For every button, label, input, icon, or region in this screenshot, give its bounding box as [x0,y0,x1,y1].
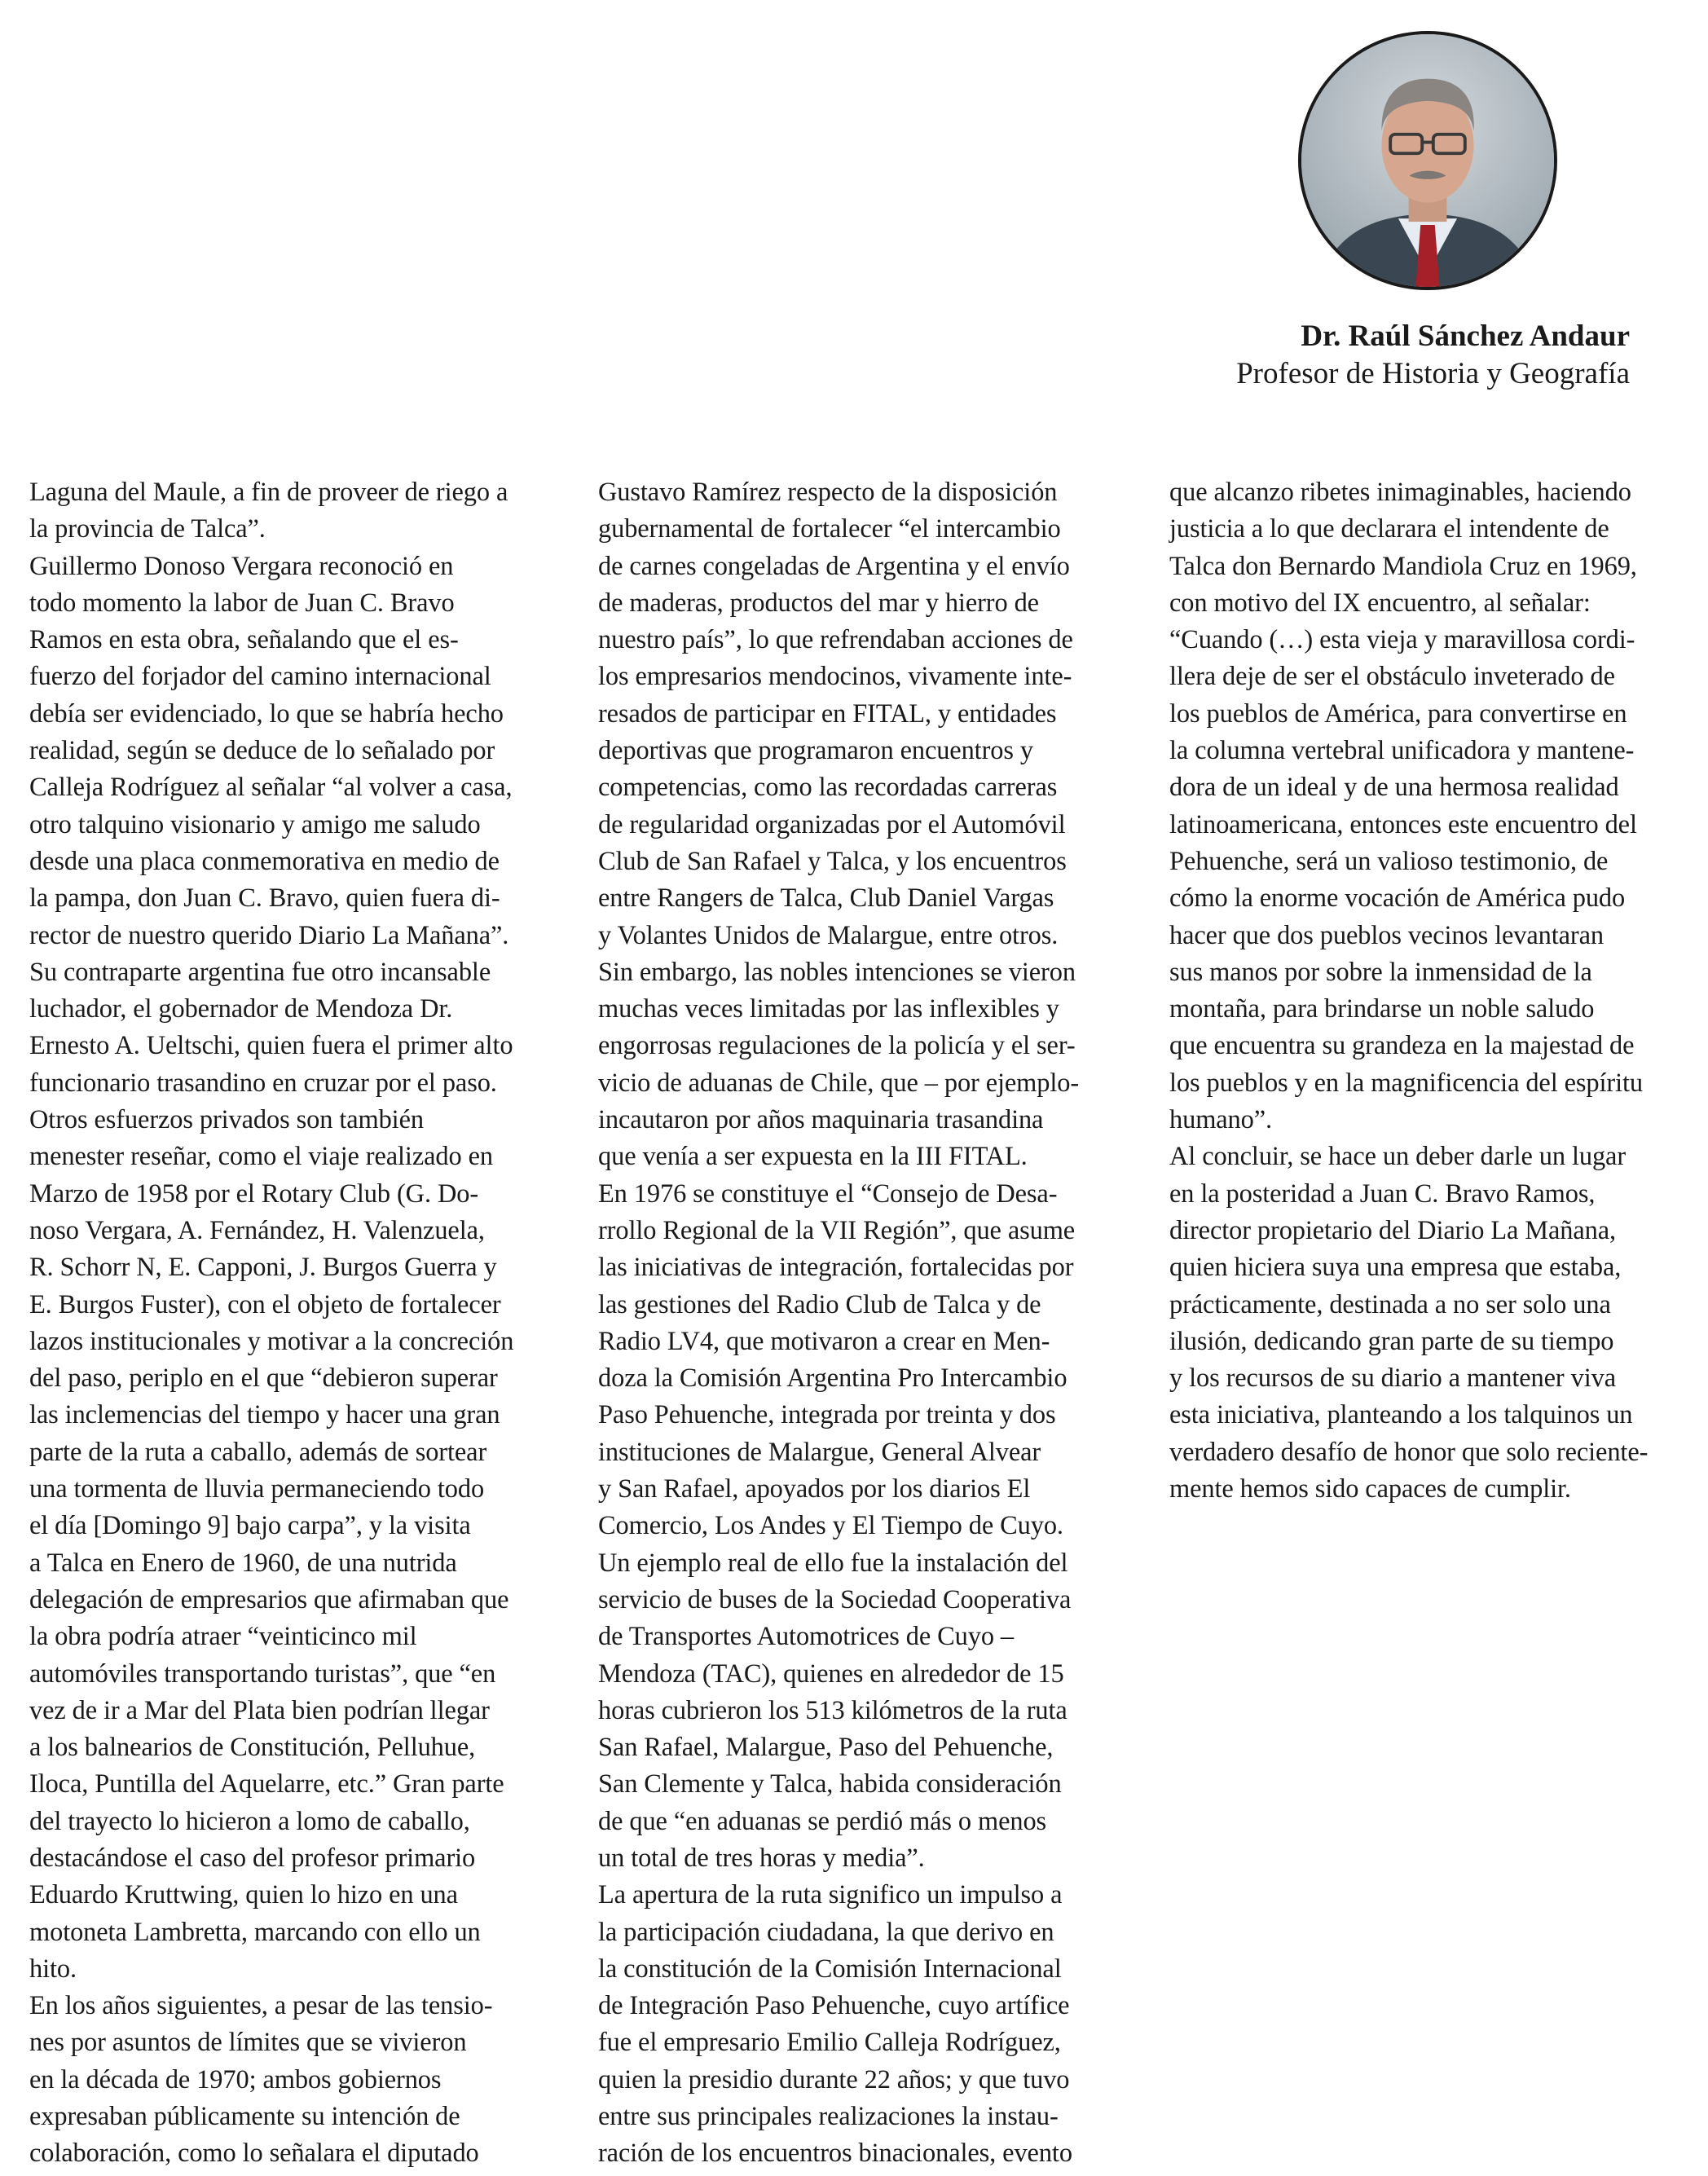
text-line: la provincia de Talca”. [29,514,266,544]
author-block [1236,318,1630,393]
text-line: Iloca, Puntilla del Aquelarre, etc.” Gran parte [29,1769,504,1799]
text-line: Radio LV4, que motivaron a crear en Men- [598,1326,1050,1356]
text-line: Ramos en esta obra, señalando que el es- [29,625,459,655]
text-line: hacer que dos pueblos vecinos levantaran [1169,920,1604,950]
text-line: un total de tres horas y media”. [598,1843,925,1873]
text-line: Guillermo Donoso Vergara reconoció en [29,551,454,581]
text-line: ración de los encuentros binacionales, evento [598,2139,1072,2169]
text-line: doza la Comisión Argentina Pro Intercambio [598,1363,1068,1394]
text-line: las iniciativas de integración, fortalecidas por [598,1253,1074,1283]
text-line: en la posteridad a Juan C. Bravo Ramos, [1169,1178,1596,1209]
text-line: nes por asuntos de límites que se vivieron [29,2028,467,2058]
text-line: y San Rafael, apoyados por los diarios El [598,1474,1031,1504]
text-line: a Talca en Enero de 1960, de una nutrida [29,1548,457,1578]
text-line: quien la presidio durante 22 años; y que tuvo [598,2064,1070,2095]
text-line: dora de un ideal y de una hermosa realidad [1169,773,1619,803]
text-line: esta iniciativa, planteando a los talquinos un [1169,1400,1633,1430]
text-line: funcionario trasandino en cruzar por el paso. [29,1068,497,1098]
text-line: cómo la enorme vocación de América pudo [1169,883,1626,914]
text-line: todo momento la labor de Juan C. Bravo [29,588,455,618]
text-line: entre Rangers de Talca, Club Daniel Vargas [598,883,1054,914]
text-line: noso Vergara, A. Fernández, H. Valenzuela, [29,1215,485,1245]
text-line: hito. [29,1954,77,1984]
text-line: servicio de buses de la Sociedad Cooperativa [598,1584,1072,1614]
text-line: destacándose el caso del profesor primario [29,1843,476,1873]
text-line: llera deje de ser el obstáculo inveterado de [1169,662,1615,692]
text-line: la columna vertebral unificadora y mantene- [1169,736,1635,766]
text-line: sus manos por sobre la inmensidad de la [1169,957,1592,987]
text-line: de carnes congeladas de Argentina y el envío [598,551,1070,581]
text-line: a los balnearios de Constitución, Pelluhue, [29,1733,476,1763]
text-line: rrollo Regional de la VII Región”, que asume [598,1215,1076,1245]
text-line: y los recursos de su diario a mantener viva [1169,1363,1616,1394]
text-line: la constitución de la Comisión Internacional [598,1954,1062,1984]
text-line: parte de la ruta a caballo, además de sortear [29,1437,487,1467]
text-line: San Clemente y Talca, habida consideración [598,1769,1062,1799]
text-line: Talca don Bernardo Mandiola Cruz en 1969, [1169,551,1637,581]
text-line: delegación de empresarios que afirmaban que [29,1584,509,1614]
text-line: instituciones de Malargue, General Alvear [598,1437,1041,1467]
author-title: Profesor de Historia y Geografía [1236,357,1630,390]
text-line: desde una placa conmemorativa en medio de [29,846,500,876]
text-line: La apertura de la ruta significo un impulso a [598,1880,1063,1910]
text-line: Al concluir, se hace un deber darle un lugar [1169,1142,1627,1172]
text-line: En los años siguientes, a pesar de las tensio- [29,1991,493,2021]
text-line: lazos institucionales y motivar a la concreción [29,1326,514,1356]
text-line: con motivo del IX encuentro, al señalar: [1169,588,1591,618]
text-line: que encuentra su grandeza en la majestad de [1169,1031,1635,1061]
text-line: verdadero desafío de honor que solo reciente- [1169,1437,1649,1467]
text-line: Marzo de 1958 por el Rotary Club (G. Do- [29,1178,479,1209]
text-line: de maderas, productos del mar y hierro de [598,588,1039,618]
text-line: realidad, según se deduce de lo señalado por [29,736,495,766]
text-line: Gustavo Ramírez respecto de la disposición [598,478,1058,507]
text-line: Su contraparte argentina fue otro incansable [29,957,491,987]
text-line: prácticamente, destinada a no ser solo una [1169,1289,1611,1319]
text-line: la obra podría atraer “veinticinco mil [29,1622,417,1652]
text-line: los pueblos y en la magnificencia del espíritu [1169,1068,1643,1098]
text-line: de que “en aduanas se perdió más o menos [598,1806,1047,1836]
text-line: E. Burgos Fuster), con el objeto de fortalecer [29,1289,501,1319]
text-line: Otros esfuerzos privados son también [29,1105,424,1135]
text-line: Mendoza (TAC), quienes en alrededor de 15 [598,1658,1064,1689]
text-line: vicio de aduanas de Chile, que – por ejemplo- [598,1068,1080,1098]
text-line: Eduardo Kruttwing, quien lo hizo en una [29,1880,458,1910]
text-line: debía ser evidenciado, lo que se habría hecho [29,698,504,729]
text-line: nuestro país”, lo que refrendaban acciones de [598,625,1073,655]
text-line: las inclemencias del tiempo y hacer una gran [29,1400,500,1430]
portrait-photo-icon [1301,34,1554,287]
text-line: que venía a ser expuesta en la III FITAL. [598,1142,1028,1172]
text-line: del paso, periplo en el que “debieron superar [29,1363,498,1394]
text-line: el día [Domingo 9] bajo carpa”, y la visita [29,1511,471,1541]
text-line: mente hemos sido capaces de cumplir. [1169,1474,1571,1504]
text-line: fuerzo del forjador del camino internacional [29,662,491,692]
text-line: Ernesto A. Ueltschi, quien fuera el primer alto [29,1031,513,1061]
text-line: Calleja Rodríguez al señalar “al volver a casa, [29,773,513,803]
text-line: R. Schorr N, E. Capponi, J. Burgos Guerra y [29,1253,497,1283]
text-line: fue el empresario Emilio Calleja Rodríguez, [598,2028,1061,2058]
text-line: rector de nuestro querido Diario La Mañana”. [29,920,509,950]
text-line: incautaron por años maquinaria trasandina [598,1105,1044,1135]
text-line: de Integración Paso Pehuenche, cuyo artífice [598,1991,1070,2021]
text-column-1 [29,474,567,2173]
text-line: justicia a lo que declarara el intendente de [1169,514,1609,544]
text-line: horas cubrieron los 513 kilómetros de la ruta [598,1695,1068,1725]
text-line: automóviles transportando turistas”, que “en [29,1658,496,1689]
text-line: humano”. [1169,1105,1273,1135]
text-line: competencias, como las recordadas carreras [598,773,1058,803]
text-line: motoneta Lambretta, marcando con ello un [29,1917,481,1947]
text-line: entre sus principales realizaciones la instau- [598,2102,1059,2132]
text-line: San Rafael, Malargue, Paso del Pehuenche, [598,1733,1054,1763]
text-line: “Cuando (…) esta vieja y maravillosa cordi- [1169,625,1635,655]
text-line: Sin embargo, las nobles intenciones se vieron [598,957,1076,987]
text-column-2 [598,474,1136,2173]
text-line: menester reseñar, como el viaje realizado en [29,1142,493,1172]
text-line: y Volantes Unidos de Malargue, entre otros. [598,920,1059,950]
text-line: los pueblos de América, para convertirse en [1169,698,1627,729]
text-line: la participación ciudadana, la que derivo en [598,1917,1054,1947]
text-line: latinoamericana, entonces este encuentro del [1169,809,1637,839]
text-line: muchas veces limitadas por las inflexibles y [598,994,1059,1024]
text-line: vez de ir a Mar del Plata bien podrían llegar [29,1695,490,1725]
text-line: de Transportes Automotrices de Cuyo – [598,1622,1015,1652]
text-line: en la década de 1970; ambos gobiernos [29,2064,442,2095]
text-line: luchador, el gobernador de Mendoza Dr. [29,994,453,1024]
text-line: expresaban públicamente su intención de [29,2102,460,2132]
text-line: gubernamental de fortalecer “el intercambio [598,514,1061,544]
text-line: de regularidad organizadas por el Automóvil [598,809,1066,839]
text-line: colaboración, como lo señalara el diputado [29,2139,479,2169]
text-line: los empresarios mendocinos, vivamente inte- [598,662,1072,692]
text-line: Comercio, Los Andes y El Tiempo de Cuyo. [598,1511,1063,1541]
text-line: que alcanzo ribetes inimaginables, haciendo [1169,478,1631,507]
author-name: Dr. Raúl Sánchez Andaur [1301,319,1630,353]
text-line: otro talquino visionario y amigo me saludo [29,809,481,839]
text-line: resados de participar en FITAL, y entidades [598,698,1057,729]
text-line: Pehuenche, será un valioso testimonio, de [1169,846,1609,876]
text-line: ilusión, dedicando gran parte de su tiempo [1169,1326,1614,1356]
text-line: la pampa, don Juan C. Bravo, quien fuera di- [29,883,500,914]
text-line: montaña, para brindarse un noble saludo [1169,994,1595,1024]
text-line: una tormenta de lluvia permaneciendo todo [29,1474,485,1504]
text-line: quien hiciera suya una empresa que estaba, [1169,1253,1622,1283]
text-line: deportivas que programaron encuentros y [598,736,1033,766]
text-line: del trayecto lo hicieron a lomo de caballo, [29,1806,470,1836]
text-column-3 [1169,474,1699,1508]
text-line: En 1976 se constituye el “Consejo de Desa- [598,1178,1058,1209]
text-line: Paso Pehuenche, integrada por treinta y dos [598,1400,1056,1430]
text-line: Laguna del Maule, a fin de proveer de riego a [29,478,508,507]
text-line: las gestiones del Radio Club de Talca y de [598,1289,1041,1319]
text-line: engorrosas regulaciones de la policía y el ser- [598,1031,1076,1061]
text-line: director propietario del Diario La Mañana, [1169,1215,1617,1245]
text-line: Un ejemplo real de ello fue la instalación del [598,1548,1068,1578]
text-line: Club de San Rafael y Talca, y los encuentros [598,846,1067,876]
author-photo [1298,31,1557,290]
